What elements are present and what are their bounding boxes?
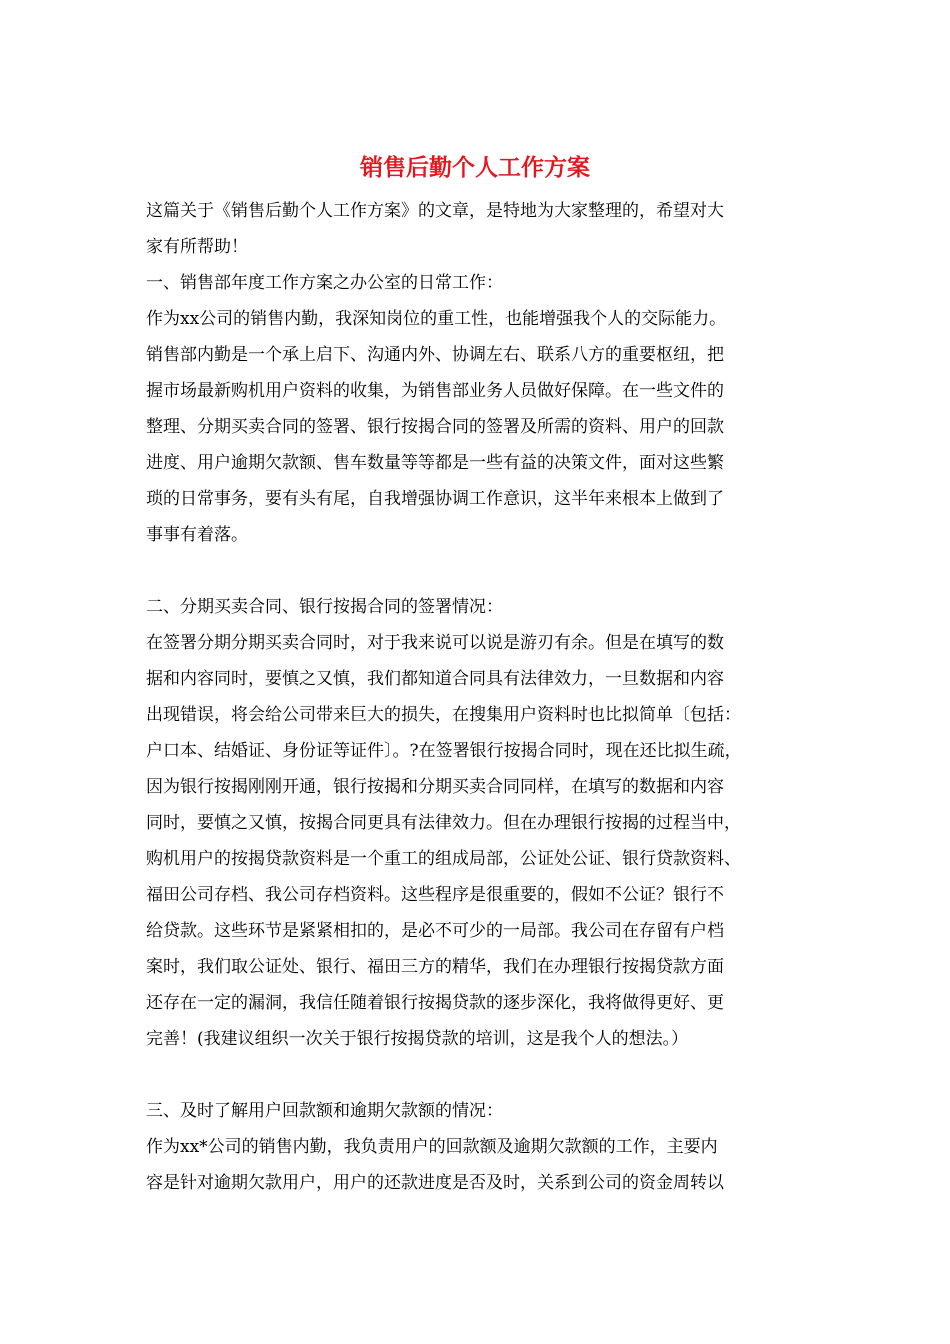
- section-heading: 二、分期买卖合同、银行按揭合同的签署情况：: [146, 597, 503, 617]
- paragraph-line: 案时，我们取公证处、银行、福田三方的精华，我们在办理银行按揭贷款方面: [146, 957, 724, 977]
- paragraph-line: 整理、分期买卖合同的签署、银行按揭合同的签署及所需的资料、用户的回款: [146, 417, 724, 437]
- paragraph-line: 在签署分期分期买卖合同时，对于我来说可以说是游刃有余。但是在填写的数: [146, 633, 724, 653]
- paragraph-line: 户口本、结婚证、身份证等证件〕。?在签署银行按揭合同时，现在还比拟生疏，: [146, 741, 742, 761]
- paragraph-line: 购机用户的按揭贷款资料是一个重工的组成局部，公证处公证、银行贷款资料、: [146, 849, 741, 869]
- paragraph-line: 销售部内勤是一个承上启下、沟通内外、协调左右、联系八方的重要枢纽，把: [146, 345, 724, 365]
- paragraph-line: 事事有着落。: [146, 525, 248, 545]
- paragraph-line: 琐的日常事务，要有头有尾，自我增强协调工作意识，这半年来根本上做到了: [146, 489, 724, 509]
- document-title: 销售后勤个人工作方案: [360, 155, 590, 181]
- paragraph-line: 握市场最新购机用户资料的收集，为销售部业务人员做好保障。在一些文件的: [146, 381, 724, 401]
- paragraph-line: 作为xx公司的销售内勤，我深知岗位的重工性，也能增强我个人的交际能力。: [146, 309, 727, 329]
- paragraph-line: 给贷款。这些环节是紧紧相扣的，是必不可少的一局部。我公司在存留有户档: [146, 921, 724, 941]
- paragraph-line: 据和内容同时，要慎之又慎，我们都知道合同具有法律效力，一旦数据和内容: [146, 669, 724, 689]
- paragraph-line: 作为xx*公司的销售内勤，我负责用户的回款额及逾期欠款额的工作，主要内: [146, 1137, 718, 1157]
- paragraph-line: 这篇关于《销售后勤个人工作方案》的文章，是特地为大家整理的，希望对大: [146, 201, 724, 221]
- paragraph-line: 因为银行按揭刚刚开通，银行按揭和分期买卖合同同样，在填写的数据和内容: [146, 777, 724, 797]
- paragraph-line: 出现错误，将会给公司带来巨大的损失，在搜集用户资料时也比拟简单〔包括：: [146, 705, 741, 725]
- paragraph-line: 家有所帮助！: [146, 237, 248, 257]
- section-heading: 三、及时了解用户回款额和逾期欠款额的情况：: [146, 1101, 503, 1121]
- paragraph-line: 福田公司存档、我公司存档资料。这些程序是很重要的，假如不公证？银行不: [146, 885, 724, 905]
- paragraph-line: 进度、用户逾期欠款额、售车数量等等都是一些有益的决策文件，面对这些繁: [146, 453, 724, 473]
- paragraph-line: 同时，要慎之又慎，按揭合同更具有法律效力。但在办理银行按揭的过程当中，: [146, 813, 741, 833]
- section-heading: 一、销售部年度工作方案之办公室的日常工作：: [146, 273, 503, 293]
- paragraph-line: 容是针对逾期欠款用户，用户的还款进度是否及时，关系到公司的资金周转以: [146, 1173, 724, 1193]
- paragraph-line: 完善！(我建议组织一次关于银行按揭贷款的培训，这是我个人的想法。）: [146, 1029, 689, 1049]
- paragraph-line: 还存在一定的漏洞，我信任随着银行按揭贷款的逐步深化，我将做得更好、更: [146, 993, 724, 1013]
